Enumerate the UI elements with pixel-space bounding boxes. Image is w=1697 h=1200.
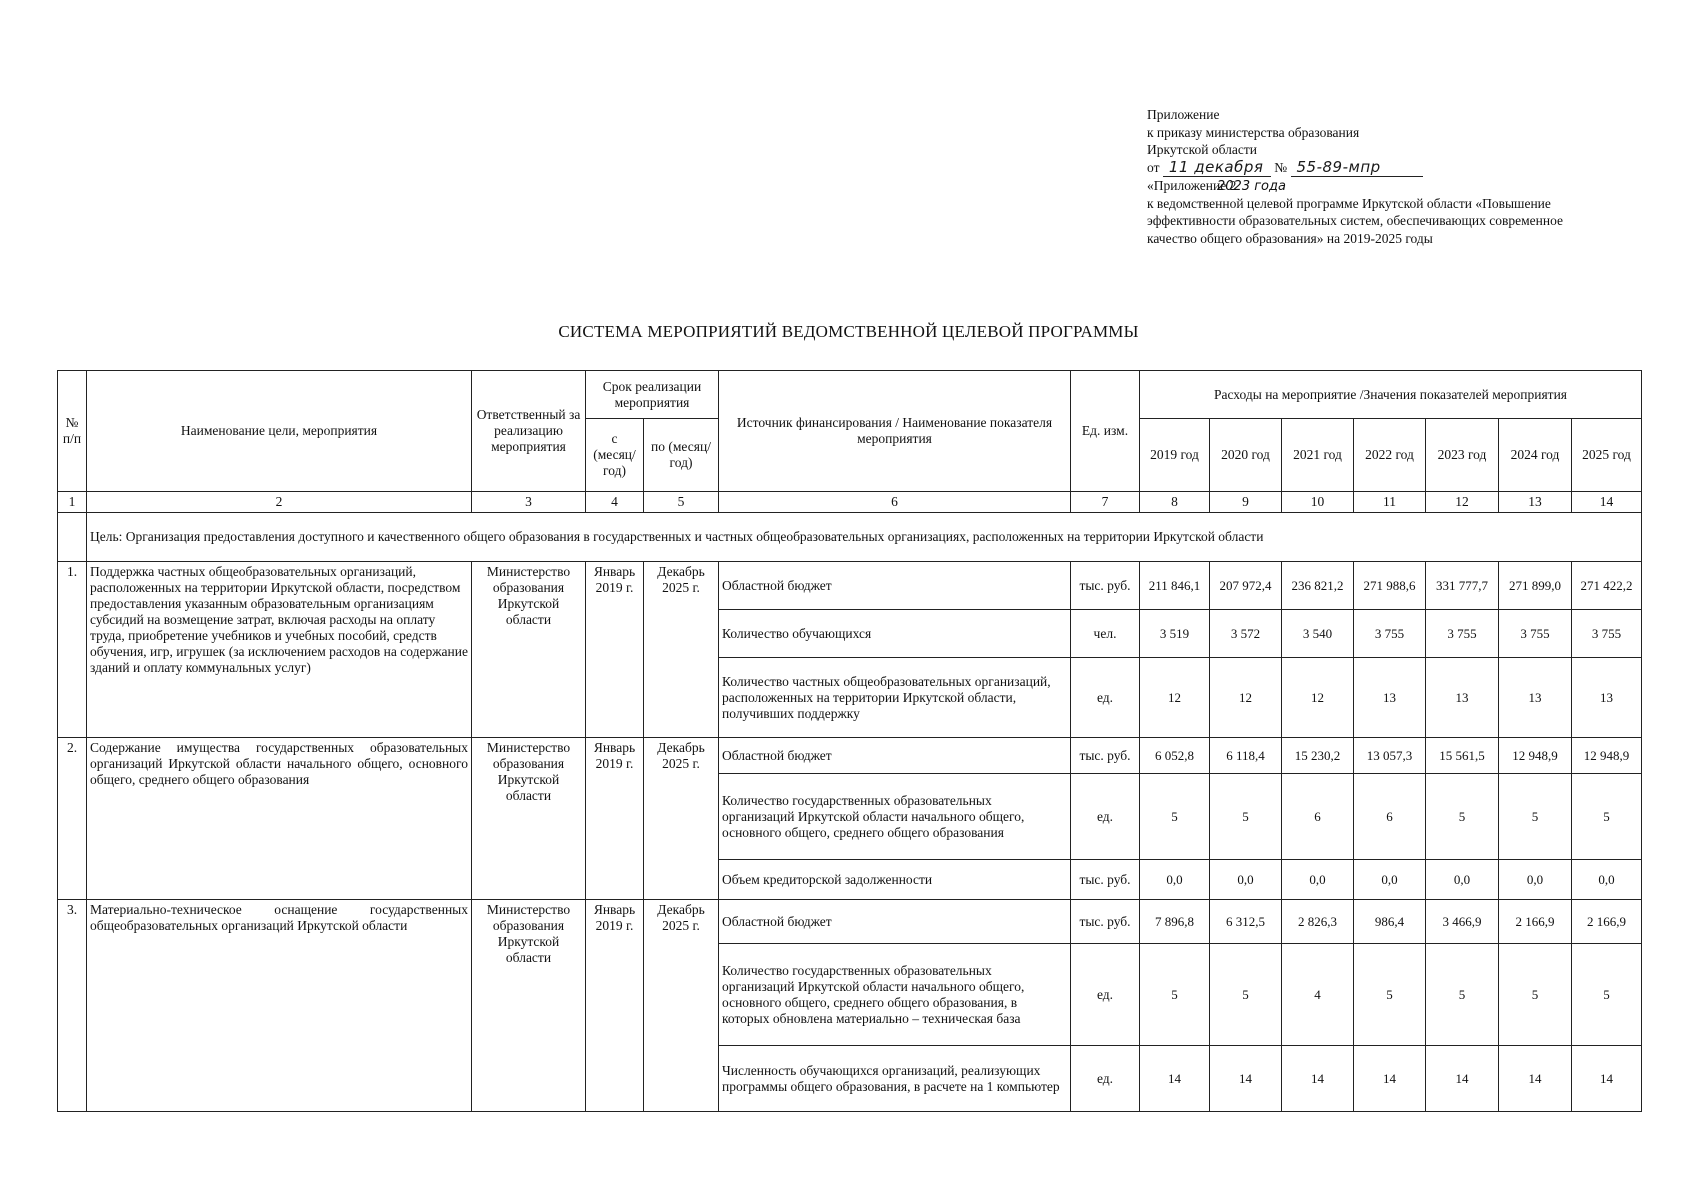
value-cell: 5 (1140, 774, 1210, 860)
index-cell: 7 (1071, 492, 1140, 513)
value-cell: 207 972,4 (1210, 562, 1282, 610)
header-program-1: к ведомственной целевой программе Иркутской области «Повышение (1147, 195, 1551, 211)
activity-to: Декабрь 2025 г. (644, 900, 719, 1112)
value-cell: 0,0 (1499, 860, 1572, 900)
index-cell: 9 (1210, 492, 1282, 513)
value-cell: 3 755 (1354, 610, 1426, 658)
value-cell: 271 899,0 (1499, 562, 1572, 610)
value-cell: 211 846,1 (1140, 562, 1210, 610)
col-header-year: 2025 год (1572, 419, 1642, 492)
value-cell: 3 755 (1572, 610, 1642, 658)
indicator-source: Объем кредиторской задолженности (719, 860, 1071, 900)
handwritten-date: 11 декабря (1163, 159, 1271, 178)
goal-num-cell (58, 513, 87, 562)
activity-to: Декабрь 2025 г. (644, 738, 719, 900)
value-cell: 3 540 (1282, 610, 1354, 658)
col-header-year: 2022 год (1354, 419, 1426, 492)
col-header-period: Срок реализации мероприятия (586, 371, 719, 419)
value-cell: 5 (1572, 944, 1642, 1046)
indicator-unit: чел. (1071, 610, 1140, 658)
value-cell: 5 (1210, 774, 1282, 860)
value-cell: 12 948,9 (1499, 738, 1572, 774)
indicator-unit: тыс. руб. (1071, 860, 1140, 900)
value-cell: 14 (1210, 1046, 1282, 1112)
value-cell: 14 (1426, 1046, 1499, 1112)
value-cell: 13 (1354, 658, 1426, 738)
activity-2-row-budget (58, 738, 1642, 774)
value-cell: 3 755 (1426, 610, 1499, 658)
header-appendix-2: «Приложение 2 (1147, 178, 1237, 193)
value-cell: 14 (1282, 1046, 1354, 1112)
value-cell: 6 312,5 (1210, 900, 1282, 944)
activities-table (57, 370, 1642, 1112)
header-date-line (1147, 159, 1667, 178)
header-program-3: качество общего образования» на 2019-2025 годы (1147, 230, 1433, 246)
value-cell: 12 (1140, 658, 1210, 738)
col-header-year: 2020 год (1210, 419, 1282, 492)
value-cell: 14 (1572, 1046, 1642, 1112)
activity-1-row-budget (58, 562, 1642, 610)
value-cell: 5 (1426, 774, 1499, 860)
value-cell: 2 826,3 (1282, 900, 1354, 944)
number-prefix: № (1274, 159, 1288, 175)
col-header-from: с (месяц/ год) (586, 419, 644, 492)
date-prefix: от (1147, 159, 1160, 175)
value-cell: 271 988,6 (1354, 562, 1426, 610)
value-cell: 3 755 (1499, 610, 1572, 658)
activity-responsible: Министерство образования Иркутской области (472, 562, 586, 738)
col-header-name: Наименование цели, мероприятия (87, 371, 472, 492)
indicator-unit: ед. (1071, 944, 1140, 1046)
value-cell: 5 (1499, 944, 1572, 1046)
value-cell: 5 (1140, 944, 1210, 1046)
indicator-source: Областной бюджет (719, 738, 1071, 774)
value-cell: 13 057,3 (1354, 738, 1426, 774)
value-cell: 5 (1210, 944, 1282, 1046)
value-cell: 3 572 (1210, 610, 1282, 658)
activity-to: Декабрь 2025 г. (644, 562, 719, 738)
indicator-unit: ед. (1071, 774, 1140, 860)
indicator-source: Количество государственных образовательных организаций Иркутской области начального общего, основного общего, среднего общего образования, в которых обновлена материально – техническая база (719, 944, 1071, 1046)
value-cell: 13 (1426, 658, 1499, 738)
value-cell: 3 466,9 (1426, 900, 1499, 944)
value-cell: 6 (1282, 774, 1354, 860)
index-cell: 1 (58, 492, 87, 513)
indicator-source: Количество государственных образовательных организаций Иркутской области начального общего, основного общего, среднего общего образования (719, 774, 1071, 860)
activity-num: 3. (58, 900, 87, 1112)
col-header-year: 2023 год (1426, 419, 1499, 492)
col-header-to: по (месяц/ год) (644, 419, 719, 492)
goal-row (58, 513, 1642, 562)
indicator-source: Количество обучающихся (719, 610, 1071, 658)
appendix-header (1147, 106, 1667, 247)
activity-from: Январь 2019 г. (586, 900, 644, 1112)
value-cell: 12 (1210, 658, 1282, 738)
value-cell: 15 561,5 (1426, 738, 1499, 774)
value-cell: 13 (1572, 658, 1642, 738)
col-header-year: 2024 год (1499, 419, 1572, 492)
indicator-source: Численность обучающихся организаций, реализующих программы общего образования, в расчете на 1 компьютер (719, 1046, 1071, 1112)
col-header-responsible: Ответственный за реализацию мероприятия (472, 371, 586, 492)
col-header-year: 2019 год (1140, 419, 1210, 492)
value-cell: 2 166,9 (1499, 900, 1572, 944)
index-cell: 2 (87, 492, 472, 513)
index-cell: 6 (719, 492, 1071, 513)
value-cell: 12 (1282, 658, 1354, 738)
activity-num: 2. (58, 738, 87, 900)
index-cell: 13 (1499, 492, 1572, 513)
indicator-unit: тыс. руб. (1071, 900, 1140, 944)
value-cell: 0,0 (1282, 860, 1354, 900)
index-cell: 8 (1140, 492, 1210, 513)
header-line-3: Иркутской области (1147, 142, 1258, 157)
col-header-num: № п/п (58, 371, 87, 492)
index-cell: 4 (586, 492, 644, 513)
value-cell: 14 (1140, 1046, 1210, 1112)
indicator-source: Количество частных общеобразовательных организаций, расположенных на территории Иркутской области, получивших поддержку (719, 658, 1071, 738)
index-cell: 3 (472, 492, 586, 513)
indicator-unit: тыс. руб. (1071, 562, 1140, 610)
value-cell: 12 948,9 (1572, 738, 1642, 774)
value-cell: 236 821,2 (1282, 562, 1354, 610)
col-header-expenses: Расходы на мероприятие /Значения показателей мероприятия (1140, 371, 1642, 419)
value-cell: 5 (1572, 774, 1642, 860)
header-line-2: к приказу министерства образования (1147, 124, 1360, 140)
value-cell: 3 519 (1140, 610, 1210, 658)
indicator-unit: ед. (1071, 1046, 1140, 1112)
value-cell: 13 (1499, 658, 1572, 738)
col-header-unit: Ед. изм. (1071, 371, 1140, 492)
activity-name: Содержание имущества государственных образовательных организаций Иркутской области начального общего, основного общего, среднего общего образования (87, 738, 472, 900)
value-cell: 4 (1282, 944, 1354, 1046)
value-cell: 2 166,9 (1572, 900, 1642, 944)
value-cell: 5 (1499, 774, 1572, 860)
value-cell: 5 (1426, 944, 1499, 1046)
value-cell: 14 (1354, 1046, 1426, 1112)
value-cell: 0,0 (1140, 860, 1210, 900)
indicator-source: Областной бюджет (719, 562, 1071, 610)
value-cell: 6 052,8 (1140, 738, 1210, 774)
col-header-year: 2021 год (1282, 419, 1354, 492)
value-cell: 0,0 (1426, 860, 1499, 900)
activity-responsible: Министерство образования Иркутской области (472, 738, 586, 900)
value-cell: 7 896,8 (1140, 900, 1210, 944)
index-cell: 11 (1354, 492, 1426, 513)
header-program-2: эффективности образовательных систем, обеспечивающих современное (1147, 213, 1564, 228)
value-cell: 0,0 (1354, 860, 1426, 900)
header-row-1 (58, 371, 1642, 419)
index-cell: 12 (1426, 492, 1499, 513)
activity-3-row-budget (58, 900, 1642, 944)
activity-from: Январь 2019 г. (586, 562, 644, 738)
value-cell: 14 (1499, 1046, 1572, 1112)
index-row (58, 492, 1642, 513)
col-header-source: Источник финансирования / Наименование показателя мероприятия (719, 371, 1071, 492)
index-cell: 14 (1572, 492, 1642, 513)
value-cell: 271 422,2 (1572, 562, 1642, 610)
index-cell: 5 (644, 492, 719, 513)
indicator-unit: тыс. руб. (1071, 738, 1140, 774)
activity-num: 1. (58, 562, 87, 738)
document-title: СИСТЕМА МЕРОПРИЯТИЙ ВЕДОМСТВЕННОЙ ЦЕЛЕВОЙ ПРОГРАММЫ (558, 322, 1139, 341)
activity-responsible: Министерство образования Иркутской области (472, 900, 586, 1112)
index-cell: 10 (1282, 492, 1354, 513)
indicator-source: Областной бюджет (719, 900, 1071, 944)
value-cell: 5 (1354, 944, 1426, 1046)
value-cell: 331 777,7 (1426, 562, 1499, 610)
handwritten-number: 55-89-мпр (1291, 159, 1423, 178)
value-cell: 6 118,4 (1210, 738, 1282, 774)
handwritten-year: 2023 года (1217, 179, 1286, 194)
value-cell: 6 (1354, 774, 1426, 860)
indicator-unit: ед. (1071, 658, 1140, 738)
header-line-1: Приложение (1147, 107, 1220, 122)
value-cell: 986,4 (1354, 900, 1426, 944)
value-cell: 0,0 (1210, 860, 1282, 900)
value-cell: 15 230,2 (1282, 738, 1354, 774)
activity-from: Январь 2019 г. (586, 738, 644, 900)
value-cell: 0,0 (1572, 860, 1642, 900)
activity-name: Поддержка частных общеобразовательных организаций, расположенных на территории Иркутской области, посредством предоставления указанным образовательным организациям субсидий на возмещение затрат, включая расходы на оплату труда, приобретение учебников и учебных пособий, средств обучения, игр, игрушек (за исключением расходов на содержание зданий и оплату коммунальных услуг) (87, 562, 472, 738)
goal-text: Цель: Организация предоставления доступного и качественного общего образования в государственных и частных общеобразовательных организациях, расположенных на территории Иркутской области (87, 513, 1642, 562)
activity-name: Материально-техническое оснащение государственных общеобразовательных организаций Иркутской области (87, 900, 472, 1112)
